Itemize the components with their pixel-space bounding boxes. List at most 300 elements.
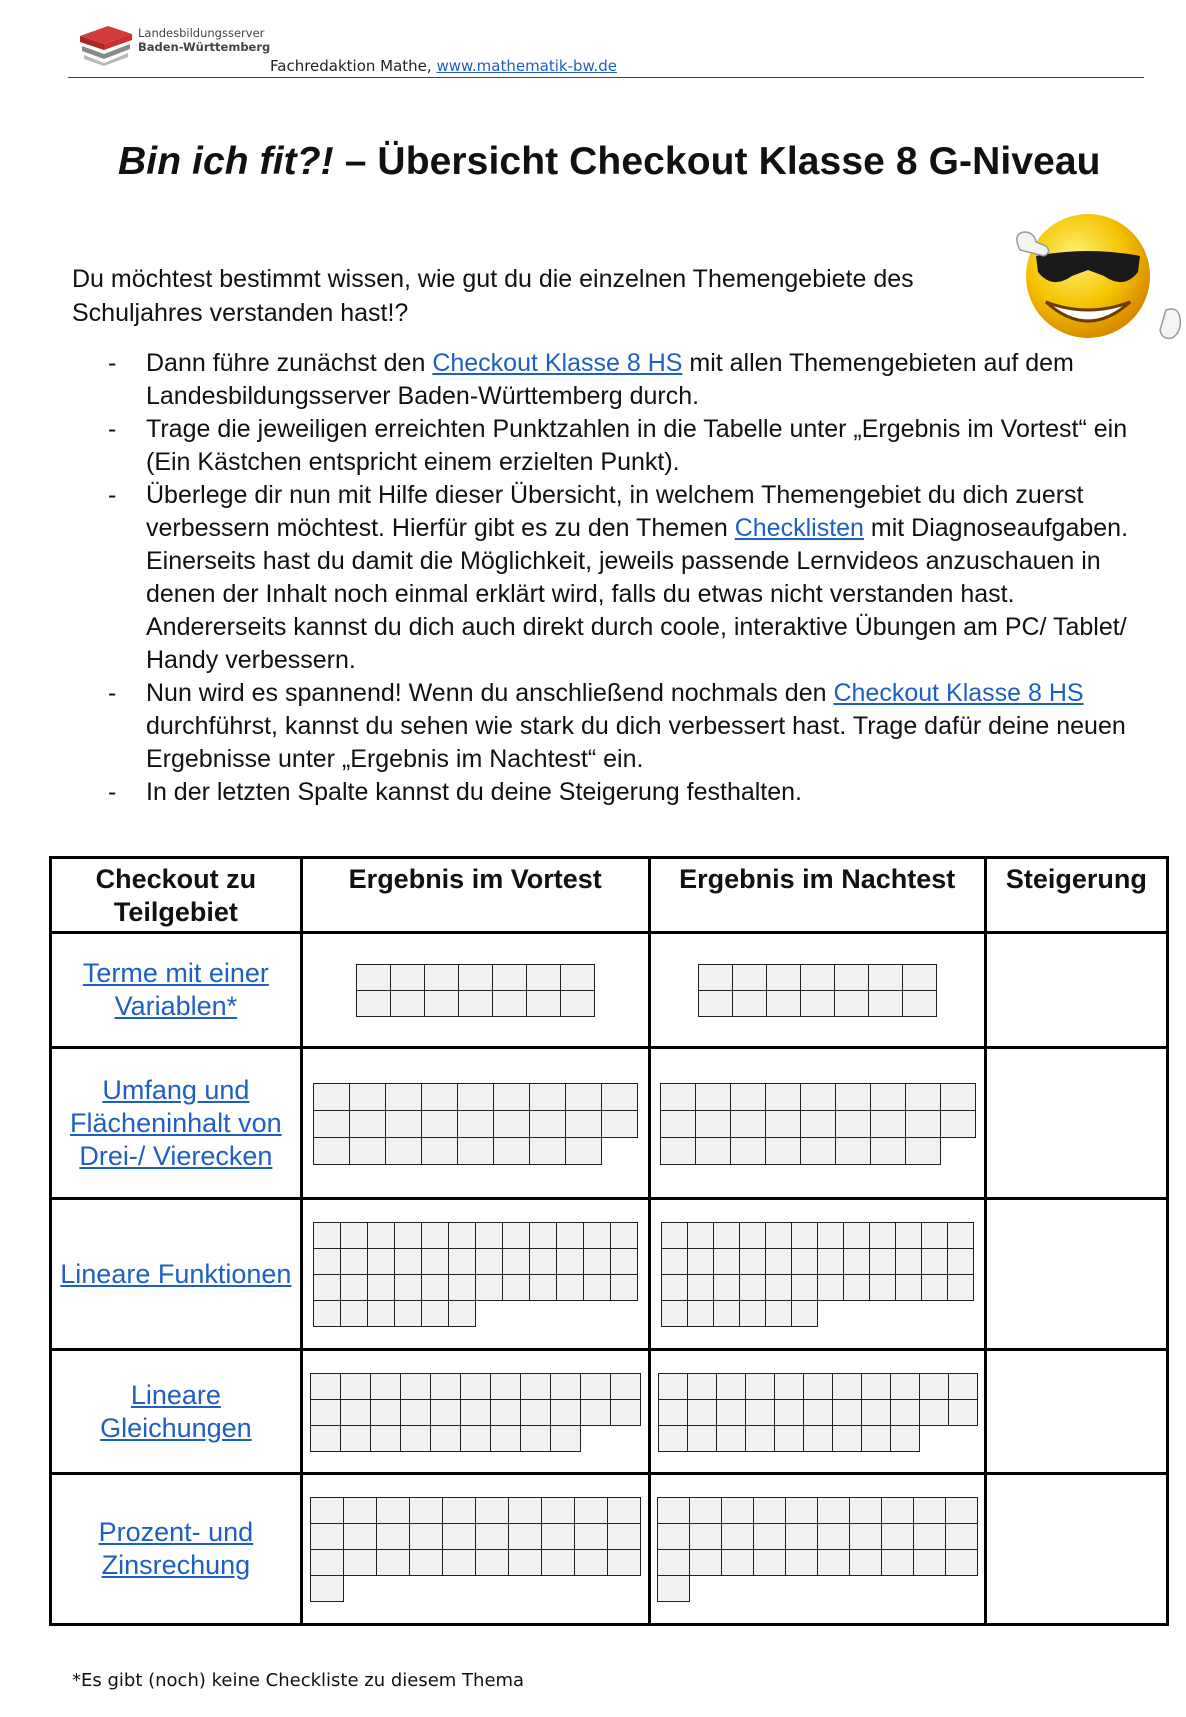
point-box[interactable]: [657, 1575, 690, 1602]
point-box[interactable]: [695, 1137, 731, 1165]
point-box[interactable]: [765, 1274, 792, 1301]
point-box[interactable]: [945, 1523, 978, 1550]
point-box[interactable]: [732, 990, 767, 1017]
point-box[interactable]: [895, 1248, 922, 1275]
point-box[interactable]: [834, 964, 869, 991]
point-box[interactable]: [765, 1110, 801, 1138]
point-box[interactable]: [583, 1222, 611, 1249]
point-box[interactable]: [457, 1083, 494, 1111]
point-box[interactable]: [390, 964, 425, 991]
point-box[interactable]: [919, 1373, 949, 1400]
point-box[interactable]: [817, 1274, 844, 1301]
point-box[interactable]: [313, 1083, 350, 1111]
point-box[interactable]: [835, 1083, 871, 1111]
point-box[interactable]: [905, 1137, 941, 1165]
point-box[interactable]: [890, 1425, 920, 1452]
point-box[interactable]: [832, 1373, 862, 1400]
point-box[interactable]: [376, 1523, 410, 1550]
point-box[interactable]: [716, 1373, 746, 1400]
point-box[interactable]: [890, 1373, 920, 1400]
point-box[interactable]: [774, 1425, 804, 1452]
topic-link-terme[interactable]: Terme mit einer Variablen*: [82, 958, 269, 1021]
point-box[interactable]: [745, 1399, 775, 1426]
point-box[interactable]: [310, 1523, 344, 1550]
point-box[interactable]: [310, 1399, 341, 1426]
point-box[interactable]: [902, 964, 937, 991]
checkout-link[interactable]: Checkout Klasse 8 HS: [432, 349, 683, 377]
point-box[interactable]: [421, 1274, 449, 1301]
point-box[interactable]: [835, 1137, 871, 1165]
point-box[interactable]: [721, 1523, 754, 1550]
point-box[interactable]: [520, 1425, 551, 1452]
point-box[interactable]: [919, 1399, 949, 1426]
point-box[interactable]: [601, 1083, 638, 1111]
point-box[interactable]: [902, 990, 937, 1017]
point-box[interactable]: [367, 1274, 395, 1301]
point-box[interactable]: [448, 1274, 476, 1301]
point-box[interactable]: [800, 964, 835, 991]
point-box[interactable]: [394, 1274, 422, 1301]
point-box[interactable]: [560, 990, 595, 1017]
point-box[interactable]: [409, 1523, 443, 1550]
point-box[interactable]: [713, 1248, 740, 1275]
point-box[interactable]: [560, 964, 595, 991]
point-box[interactable]: [442, 1497, 476, 1524]
point-box[interactable]: [948, 1373, 978, 1400]
point-box[interactable]: [493, 1083, 530, 1111]
point-box[interactable]: [457, 1137, 494, 1165]
point-box[interactable]: [550, 1373, 581, 1400]
point-box[interactable]: [870, 1110, 906, 1138]
mathematik-bw-link[interactable]: www.mathematik-bw.de: [436, 57, 617, 75]
point-box[interactable]: [766, 964, 801, 991]
point-box[interactable]: [730, 1137, 766, 1165]
point-box[interactable]: [313, 1222, 341, 1249]
point-box[interactable]: [556, 1222, 584, 1249]
point-box[interactable]: [745, 1373, 775, 1400]
topic-link-prozent[interactable]: Prozent- und Zinsrechung: [98, 1517, 254, 1580]
point-box[interactable]: [765, 1083, 801, 1111]
point-box[interactable]: [661, 1300, 688, 1327]
point-box[interactable]: [502, 1274, 530, 1301]
topic-link-lineare-gleichungen[interactable]: Lineare Gleichungen: [100, 1379, 252, 1443]
point-box[interactable]: [869, 1248, 896, 1275]
point-box[interactable]: [520, 1399, 551, 1426]
point-box[interactable]: [817, 1497, 850, 1524]
point-box[interactable]: [520, 1373, 551, 1400]
point-box[interactable]: [843, 1222, 870, 1249]
steigerung-cell[interactable]: [985, 933, 1167, 1048]
point-box[interactable]: [343, 1549, 377, 1576]
point-box[interactable]: [458, 964, 493, 991]
point-box[interactable]: [913, 1497, 946, 1524]
point-box[interactable]: [687, 1399, 717, 1426]
point-box[interactable]: [940, 1083, 976, 1111]
point-box[interactable]: [421, 1300, 449, 1327]
point-box[interactable]: [340, 1373, 371, 1400]
point-box[interactable]: [421, 1083, 458, 1111]
steigerung-cell[interactable]: [985, 1048, 1167, 1199]
point-box[interactable]: [739, 1300, 766, 1327]
point-box[interactable]: [340, 1222, 368, 1249]
point-box[interactable]: [689, 1549, 722, 1576]
point-box[interactable]: [376, 1549, 410, 1576]
point-box[interactable]: [574, 1497, 608, 1524]
point-box[interactable]: [492, 990, 527, 1017]
point-box[interactable]: [765, 1137, 801, 1165]
point-box[interactable]: [869, 1274, 896, 1301]
point-box[interactable]: [574, 1549, 608, 1576]
point-box[interactable]: [791, 1248, 818, 1275]
point-box[interactable]: [832, 1425, 862, 1452]
point-box[interactable]: [660, 1137, 696, 1165]
point-box[interactable]: [774, 1373, 804, 1400]
point-box[interactable]: [921, 1222, 948, 1249]
point-box[interactable]: [550, 1425, 581, 1452]
point-box[interactable]: [574, 1523, 608, 1550]
point-box[interactable]: [721, 1497, 754, 1524]
point-box[interactable]: [657, 1549, 690, 1576]
point-box[interactable]: [583, 1248, 611, 1275]
point-box[interactable]: [834, 990, 869, 1017]
point-box[interactable]: [430, 1425, 461, 1452]
point-box[interactable]: [817, 1222, 844, 1249]
point-box[interactable]: [800, 1110, 836, 1138]
point-box[interactable]: [343, 1497, 377, 1524]
steigerung-cell[interactable]: [985, 1199, 1167, 1350]
point-box[interactable]: [502, 1222, 530, 1249]
point-box[interactable]: [502, 1248, 530, 1275]
point-box[interactable]: [390, 990, 425, 1017]
point-box[interactable]: [913, 1523, 946, 1550]
point-box[interactable]: [529, 1274, 557, 1301]
point-box[interactable]: [905, 1083, 941, 1111]
point-box[interactable]: [475, 1549, 509, 1576]
point-box[interactable]: [766, 990, 801, 1017]
point-box[interactable]: [861, 1373, 891, 1400]
point-box[interactable]: [529, 1222, 557, 1249]
point-box[interactable]: [803, 1373, 833, 1400]
point-box[interactable]: [868, 964, 903, 991]
point-box[interactable]: [556, 1248, 584, 1275]
point-box[interactable]: [948, 1399, 978, 1426]
point-box[interactable]: [409, 1497, 443, 1524]
point-box[interactable]: [400, 1399, 431, 1426]
point-box[interactable]: [689, 1523, 722, 1550]
point-box[interactable]: [832, 1399, 862, 1426]
point-box[interactable]: [698, 990, 733, 1017]
point-box[interactable]: [607, 1549, 641, 1576]
point-box[interactable]: [765, 1300, 792, 1327]
point-box[interactable]: [340, 1248, 368, 1275]
point-box[interactable]: [460, 1425, 491, 1452]
point-box[interactable]: [448, 1248, 476, 1275]
point-box[interactable]: [367, 1300, 395, 1327]
point-box[interactable]: [658, 1425, 688, 1452]
point-box[interactable]: [541, 1523, 575, 1550]
point-box[interactable]: [753, 1549, 786, 1576]
point-box[interactable]: [895, 1222, 922, 1249]
point-box[interactable]: [607, 1497, 641, 1524]
point-box[interactable]: [791, 1300, 818, 1327]
point-box[interactable]: [849, 1549, 882, 1576]
point-box[interactable]: [716, 1399, 746, 1426]
point-box[interactable]: [739, 1248, 766, 1275]
point-box[interactable]: [940, 1110, 976, 1138]
point-box[interactable]: [895, 1274, 922, 1301]
point-box[interactable]: [424, 964, 459, 991]
point-box[interactable]: [475, 1248, 503, 1275]
point-box[interactable]: [687, 1222, 714, 1249]
point-box[interactable]: [310, 1549, 344, 1576]
point-box[interactable]: [340, 1300, 368, 1327]
point-box[interactable]: [687, 1274, 714, 1301]
point-box[interactable]: [492, 964, 527, 991]
point-box[interactable]: [370, 1399, 401, 1426]
point-box[interactable]: [400, 1425, 431, 1452]
point-box[interactable]: [424, 990, 459, 1017]
point-box[interactable]: [800, 1137, 836, 1165]
point-box[interactable]: [817, 1248, 844, 1275]
point-box[interactable]: [610, 1274, 638, 1301]
point-box[interactable]: [698, 964, 733, 991]
point-box[interactable]: [409, 1549, 443, 1576]
point-box[interactable]: [475, 1222, 503, 1249]
point-box[interactable]: [340, 1274, 368, 1301]
steigerung-cell[interactable]: [985, 1474, 1167, 1625]
point-box[interactable]: [868, 990, 903, 1017]
point-box[interactable]: [716, 1425, 746, 1452]
point-box[interactable]: [660, 1110, 696, 1138]
point-box[interactable]: [385, 1110, 422, 1138]
point-box[interactable]: [695, 1083, 731, 1111]
point-box[interactable]: [713, 1274, 740, 1301]
point-box[interactable]: [913, 1549, 946, 1576]
point-box[interactable]: [313, 1137, 350, 1165]
point-box[interactable]: [430, 1373, 461, 1400]
point-box[interactable]: [610, 1373, 641, 1400]
point-box[interactable]: [730, 1110, 766, 1138]
point-box[interactable]: [421, 1222, 449, 1249]
point-box[interactable]: [610, 1399, 641, 1426]
point-box[interactable]: [313, 1300, 341, 1327]
point-box[interactable]: [945, 1549, 978, 1576]
point-box[interactable]: [526, 964, 561, 991]
point-box[interactable]: [385, 1137, 422, 1165]
point-box[interactable]: [774, 1399, 804, 1426]
point-box[interactable]: [394, 1300, 422, 1327]
point-box[interactable]: [947, 1248, 974, 1275]
point-box[interactable]: [753, 1523, 786, 1550]
point-box[interactable]: [610, 1222, 638, 1249]
point-box[interactable]: [370, 1373, 401, 1400]
point-box[interactable]: [800, 990, 835, 1017]
point-box[interactable]: [843, 1248, 870, 1275]
point-box[interactable]: [385, 1083, 422, 1111]
point-box[interactable]: [765, 1248, 792, 1275]
point-box[interactable]: [508, 1497, 542, 1524]
point-box[interactable]: [713, 1300, 740, 1327]
point-box[interactable]: [835, 1110, 871, 1138]
point-box[interactable]: [689, 1497, 722, 1524]
point-box[interactable]: [493, 1137, 530, 1165]
point-box[interactable]: [785, 1523, 818, 1550]
point-box[interactable]: [458, 990, 493, 1017]
point-box[interactable]: [695, 1110, 731, 1138]
point-box[interactable]: [947, 1274, 974, 1301]
point-box[interactable]: [529, 1083, 566, 1111]
point-box[interactable]: [442, 1523, 476, 1550]
point-box[interactable]: [660, 1083, 696, 1111]
point-box[interactable]: [803, 1399, 833, 1426]
point-box[interactable]: [310, 1373, 341, 1400]
point-box[interactable]: [340, 1399, 371, 1426]
point-box[interactable]: [607, 1523, 641, 1550]
point-box[interactable]: [475, 1523, 509, 1550]
topic-link-umfang[interactable]: Umfang und Flächeninhalt von Drei-/ Vierecken: [70, 1074, 282, 1171]
point-box[interactable]: [529, 1110, 566, 1138]
point-box[interactable]: [687, 1248, 714, 1275]
steigerung-cell[interactable]: [985, 1350, 1167, 1474]
point-box[interactable]: [442, 1549, 476, 1576]
point-box[interactable]: [310, 1425, 341, 1452]
point-box[interactable]: [870, 1137, 906, 1165]
point-box[interactable]: [580, 1399, 611, 1426]
point-box[interactable]: [661, 1274, 688, 1301]
point-box[interactable]: [349, 1083, 386, 1111]
checklisten-link[interactable]: Checklisten: [734, 514, 864, 542]
point-box[interactable]: [313, 1110, 350, 1138]
point-box[interactable]: [340, 1425, 371, 1452]
point-box[interactable]: [421, 1248, 449, 1275]
point-box[interactable]: [394, 1222, 422, 1249]
point-box[interactable]: [687, 1300, 714, 1327]
point-box[interactable]: [493, 1110, 530, 1138]
point-box[interactable]: [448, 1222, 476, 1249]
point-box[interactable]: [349, 1110, 386, 1138]
point-box[interactable]: [947, 1222, 974, 1249]
point-box[interactable]: [601, 1110, 638, 1138]
point-box[interactable]: [921, 1274, 948, 1301]
point-box[interactable]: [785, 1549, 818, 1576]
point-box[interactable]: [869, 1222, 896, 1249]
point-box[interactable]: [310, 1575, 344, 1602]
point-box[interactable]: [713, 1222, 740, 1249]
point-box[interactable]: [817, 1549, 850, 1576]
point-box[interactable]: [400, 1373, 431, 1400]
point-box[interactable]: [745, 1425, 775, 1452]
point-box[interactable]: [945, 1497, 978, 1524]
point-box[interactable]: [529, 1248, 557, 1275]
point-box[interactable]: [791, 1222, 818, 1249]
point-box[interactable]: [310, 1497, 344, 1524]
point-box[interactable]: [457, 1110, 494, 1138]
point-box[interactable]: [753, 1497, 786, 1524]
point-box[interactable]: [475, 1274, 503, 1301]
point-box[interactable]: [508, 1523, 542, 1550]
point-box[interactable]: [356, 964, 391, 991]
point-box[interactable]: [580, 1373, 611, 1400]
point-box[interactable]: [367, 1222, 395, 1249]
point-box[interactable]: [421, 1110, 458, 1138]
point-box[interactable]: [370, 1425, 401, 1452]
point-box[interactable]: [658, 1373, 688, 1400]
point-box[interactable]: [550, 1399, 581, 1426]
point-box[interactable]: [739, 1274, 766, 1301]
point-box[interactable]: [817, 1523, 850, 1550]
point-box[interactable]: [541, 1549, 575, 1576]
point-box[interactable]: [870, 1083, 906, 1111]
topic-link-lineare-funktionen[interactable]: Lineare Funktionen: [60, 1258, 292, 1289]
point-box[interactable]: [376, 1497, 410, 1524]
point-box[interactable]: [861, 1399, 891, 1426]
point-box[interactable]: [849, 1523, 882, 1550]
point-box[interactable]: [881, 1549, 914, 1576]
point-box[interactable]: [890, 1399, 920, 1426]
point-box[interactable]: [881, 1497, 914, 1524]
point-box[interactable]: [905, 1110, 941, 1138]
point-box[interactable]: [739, 1222, 766, 1249]
point-box[interactable]: [529, 1137, 566, 1165]
point-box[interactable]: [313, 1248, 341, 1275]
point-box[interactable]: [657, 1497, 690, 1524]
point-box[interactable]: [730, 1083, 766, 1111]
point-box[interactable]: [394, 1248, 422, 1275]
point-box[interactable]: [490, 1399, 521, 1426]
point-box[interactable]: [785, 1497, 818, 1524]
point-box[interactable]: [610, 1248, 638, 1275]
point-box[interactable]: [849, 1497, 882, 1524]
point-box[interactable]: [343, 1523, 377, 1550]
point-box[interactable]: [687, 1425, 717, 1452]
point-box[interactable]: [490, 1373, 521, 1400]
point-box[interactable]: [356, 990, 391, 1017]
point-box[interactable]: [661, 1222, 688, 1249]
point-box[interactable]: [881, 1523, 914, 1550]
point-box[interactable]: [460, 1399, 491, 1426]
point-box[interactable]: [430, 1399, 461, 1426]
point-box[interactable]: [843, 1274, 870, 1301]
point-box[interactable]: [658, 1399, 688, 1426]
point-box[interactable]: [687, 1373, 717, 1400]
point-box[interactable]: [367, 1248, 395, 1275]
point-box[interactable]: [349, 1137, 386, 1165]
point-box[interactable]: [565, 1110, 602, 1138]
point-box[interactable]: [583, 1274, 611, 1301]
point-box[interactable]: [448, 1300, 476, 1327]
point-box[interactable]: [765, 1222, 792, 1249]
point-box[interactable]: [800, 1083, 836, 1111]
point-box[interactable]: [508, 1549, 542, 1576]
point-box[interactable]: [313, 1274, 341, 1301]
point-box[interactable]: [565, 1137, 602, 1165]
point-box[interactable]: [421, 1137, 458, 1165]
point-box[interactable]: [526, 990, 561, 1017]
point-box[interactable]: [565, 1083, 602, 1111]
checkout-link-2[interactable]: Checkout Klasse 8 HS: [833, 679, 1084, 707]
point-box[interactable]: [475, 1497, 509, 1524]
point-box[interactable]: [791, 1274, 818, 1301]
point-box[interactable]: [490, 1425, 521, 1452]
point-box[interactable]: [541, 1497, 575, 1524]
point-box[interactable]: [661, 1248, 688, 1275]
point-box[interactable]: [861, 1425, 891, 1452]
point-box[interactable]: [921, 1248, 948, 1275]
point-box[interactable]: [556, 1274, 584, 1301]
point-box[interactable]: [721, 1549, 754, 1576]
point-box[interactable]: [803, 1425, 833, 1452]
point-box[interactable]: [657, 1523, 690, 1550]
